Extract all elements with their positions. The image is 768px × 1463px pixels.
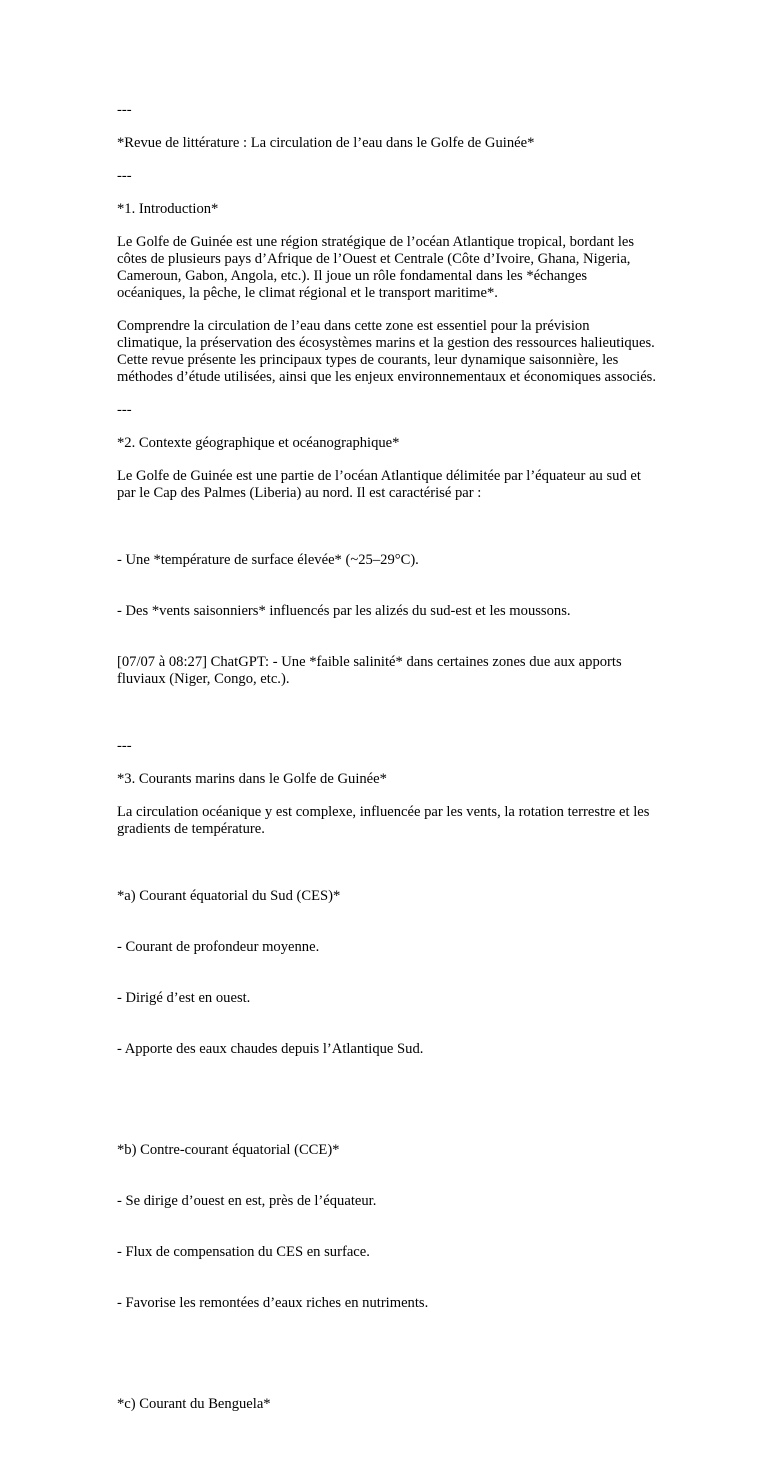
list-item: - Flux de compensation du CES en surface. <box>117 1244 370 1260</box>
list-item: - Apporte des eaux chaudes depuis l’Atlantique Sud. <box>117 1041 424 1057</box>
document-page <box>117 102 657 1463</box>
list-item: - Une *température de surface élevée* (~25–29°C). <box>117 552 419 568</box>
separator: --- <box>117 738 132 754</box>
list-item: - Dirigé d’est en ouest. <box>117 990 251 1006</box>
paragraph-currents: La circulation océanique y est complexe, influencée par les vents, la rotation terrestre et les gradients de température. <box>117 804 654 837</box>
separator: --- <box>117 168 132 184</box>
context-list <box>117 518 657 722</box>
list-item: - Se dirige d’ouest en est, près de l’équateur. <box>117 1193 377 1209</box>
section-heading-currents: *3. Courants marins dans le Golfe de Guinée* <box>117 771 387 787</box>
section-heading-introduction: *1. Introduction* <box>117 201 219 217</box>
separator: --- <box>117 102 132 118</box>
subsection-heading: *b) Contre-courant équatorial (CCE)* <box>117 1142 340 1158</box>
list-item: - Des *vents saisonniers* influencés par les alizés du sud-est et les moussons. <box>117 603 571 619</box>
section-heading-context: *2. Contexte géographique et océanographique* <box>117 435 400 451</box>
current-benguela-block <box>117 1362 657 1447</box>
separator: --- <box>117 402 132 418</box>
paragraph-introduction-1: Le Golfe de Guinée est une région stratégique de l’océan Atlantique tropical, bordant les côtes de plusieurs pays d’Afrique de l’Ouest et Centrale (Côte d’Ivoire, Ghana, Nigeria, Cameroun, Gabon, Angola, etc.). Il joue un rôle fondamental dans les *échanges océaniques, la pêche, le climat régional et le transport maritime*. <box>117 234 638 301</box>
current-ces-block <box>117 854 657 1092</box>
list-item: [07/07 à 08:27] ChatGPT: - Une *faible salinité* dans certaines zones due aux apports fluviaux (Niger, Congo, etc.). <box>117 654 626 687</box>
paragraph-introduction-2: Comprendre la circulation de l’eau dans cette zone est essentiel pour la prévision climatique, la préservation des écosystèmes marins et la gestion des ressources halieutiques. Cette revue présente les principaux types de courants, leur dynamique saisonnière, les méthodes d’étude utilisées, ainsi que les enjeux environnementaux et économiques associés. <box>117 318 659 385</box>
subsection-heading: *a) Courant équatorial du Sud (CES)* <box>117 888 341 904</box>
document-title: *Revue de littérature : La circulation de l’eau dans le Golfe de Guinée* <box>117 135 535 151</box>
list-item: - Courant de profondeur moyenne. <box>117 939 320 955</box>
list-item: - Favorise les remontées d’eaux riches en nutriments. <box>117 1295 429 1311</box>
subsection-heading: *c) Courant du Benguela* <box>117 1396 271 1412</box>
paragraph-context: Le Golfe de Guinée est une partie de l’océan Atlantique délimitée par l’équateur au sud et par le Cap des Palmes (Liberia) au nord. Il est caractérisé par : <box>117 468 645 501</box>
current-cce-block <box>117 1108 657 1346</box>
